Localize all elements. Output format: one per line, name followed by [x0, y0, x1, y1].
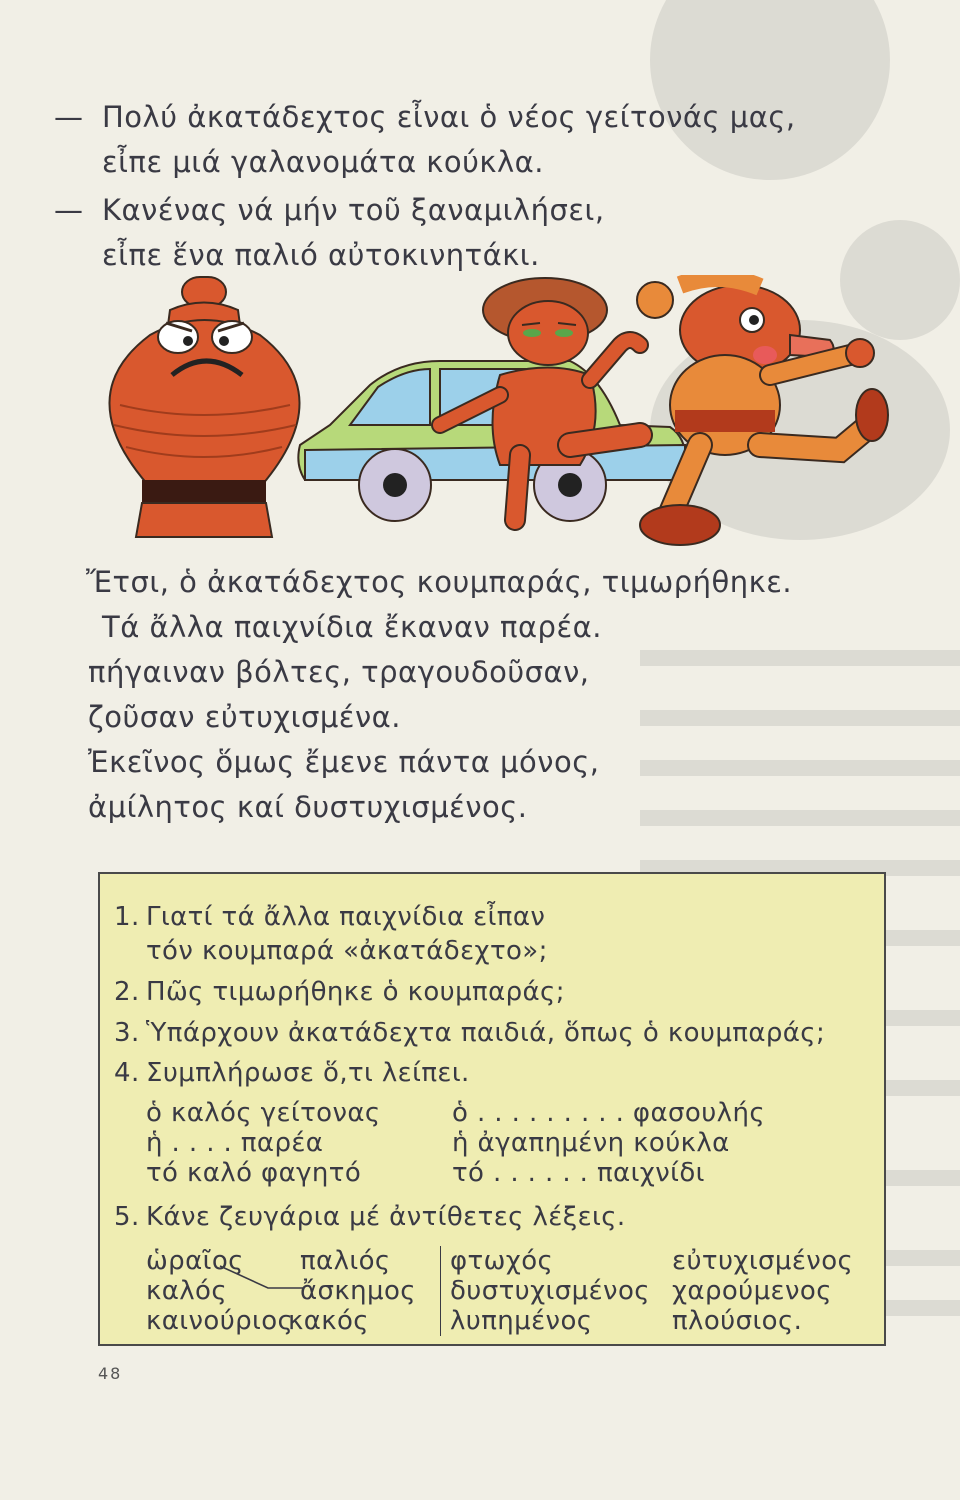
question-number: 5. — [114, 1202, 140, 1232]
narration-line: πήγαιναν βόλτες, τραγουδοῦσαν, — [88, 655, 590, 689]
exercise-box — [98, 872, 886, 1346]
toys-illustration — [100, 275, 890, 555]
dialogue-dash: — — [54, 193, 83, 227]
word-col-1: ὡραῖος — [146, 1246, 244, 1276]
narration-line: Ἐκεῖνος ὅμως ἔμενε πάντα μόνος, — [88, 745, 600, 779]
question-number: 1. — [114, 902, 140, 932]
word-col-3: λυπημένος — [450, 1306, 593, 1336]
narration-line: Τά ἄλλα παιχνίδια ἔκαναν παρέα. — [102, 610, 602, 644]
question-4-text: Συμπλήρωσε ὅ,τι λείπει. — [146, 1058, 470, 1088]
dialogue-line: Κανένας νά μήν τοῦ ξαναμιλήσει, — [102, 193, 605, 227]
narration-line: Ἔτσι, ὁ ἀκατάδεχτος κουμπαράς, τιμωρήθηκε. — [86, 565, 793, 599]
fill-in-right: ὁ . . . . . . . . . φασουλής — [452, 1098, 765, 1128]
fill-in-right: ἡ ἀγαπημένη κούκλα — [452, 1128, 730, 1158]
question-1-text: Γιατί τά ἄλλα παιχνίδια εἶπαν — [146, 902, 546, 932]
question-2-text: Πῶς τιμωρήθηκε ὁ κουμπαράς; — [146, 977, 565, 1007]
question-number: 2. — [114, 977, 140, 1007]
fill-in-left: ὁ καλός γείτονας — [146, 1098, 381, 1128]
column-divider — [440, 1246, 441, 1336]
word-col-3: δυστυχισμένος — [450, 1276, 650, 1306]
word-col-1: καλός — [146, 1276, 228, 1306]
question-3-text: Ὑπάρχουν ἀκατάδεχτα παιδιά, ὅπως ὁ κουμπαράς; — [146, 1018, 826, 1048]
dialogue-line: Πολύ ἀκατάδεχτος εἶναι ὁ νέος γείτονάς μας, — [102, 100, 796, 134]
running-toy-figure — [637, 278, 888, 545]
word-col-2: παλιός — [300, 1246, 391, 1276]
word-col-2: κακός — [288, 1306, 369, 1336]
dialogue-line: εἶπε μιά γαλανομάτα κούκλα. — [102, 145, 545, 179]
page-number: 48 — [98, 1364, 123, 1383]
narration-line: ζοῦσαν εὐτυχισμένα. — [88, 700, 402, 734]
question-number: 4. — [114, 1058, 140, 1088]
word-col-4: πλούσιος. — [672, 1306, 803, 1336]
fill-in-right: τό . . . . . . παιχνίδι — [452, 1158, 705, 1188]
word-col-2: ἄσκημος — [300, 1276, 416, 1306]
fill-in-left: τό καλό φαγητό — [146, 1158, 362, 1188]
question-5-text: Κάνε ζευγάρια μέ ἀντίθετες λέξεις. — [146, 1202, 626, 1232]
dialogue-dash: — — [54, 100, 83, 134]
dialogue-line: εἶπε ἕνα παλιό αὐτοκινητάκι. — [102, 238, 540, 272]
fill-in-left: ἡ . . . . παρέα — [146, 1128, 324, 1158]
word-col-4: χαρούμενος — [672, 1276, 832, 1306]
question-1-text: τόν κουμπαρά «ἀκατάδεχτο»; — [146, 936, 548, 966]
word-col-1: καινούριος — [146, 1306, 294, 1336]
question-number: 3. — [114, 1018, 140, 1048]
word-col-4: εὐτυχισμένος — [672, 1246, 854, 1276]
piggy-bank-figure — [109, 277, 299, 537]
word-col-3: φτωχός — [450, 1246, 554, 1276]
narration-line: ἀμίλητος καί δυστυχισμένος. — [88, 790, 528, 824]
pairing-line — [218, 1262, 308, 1292]
